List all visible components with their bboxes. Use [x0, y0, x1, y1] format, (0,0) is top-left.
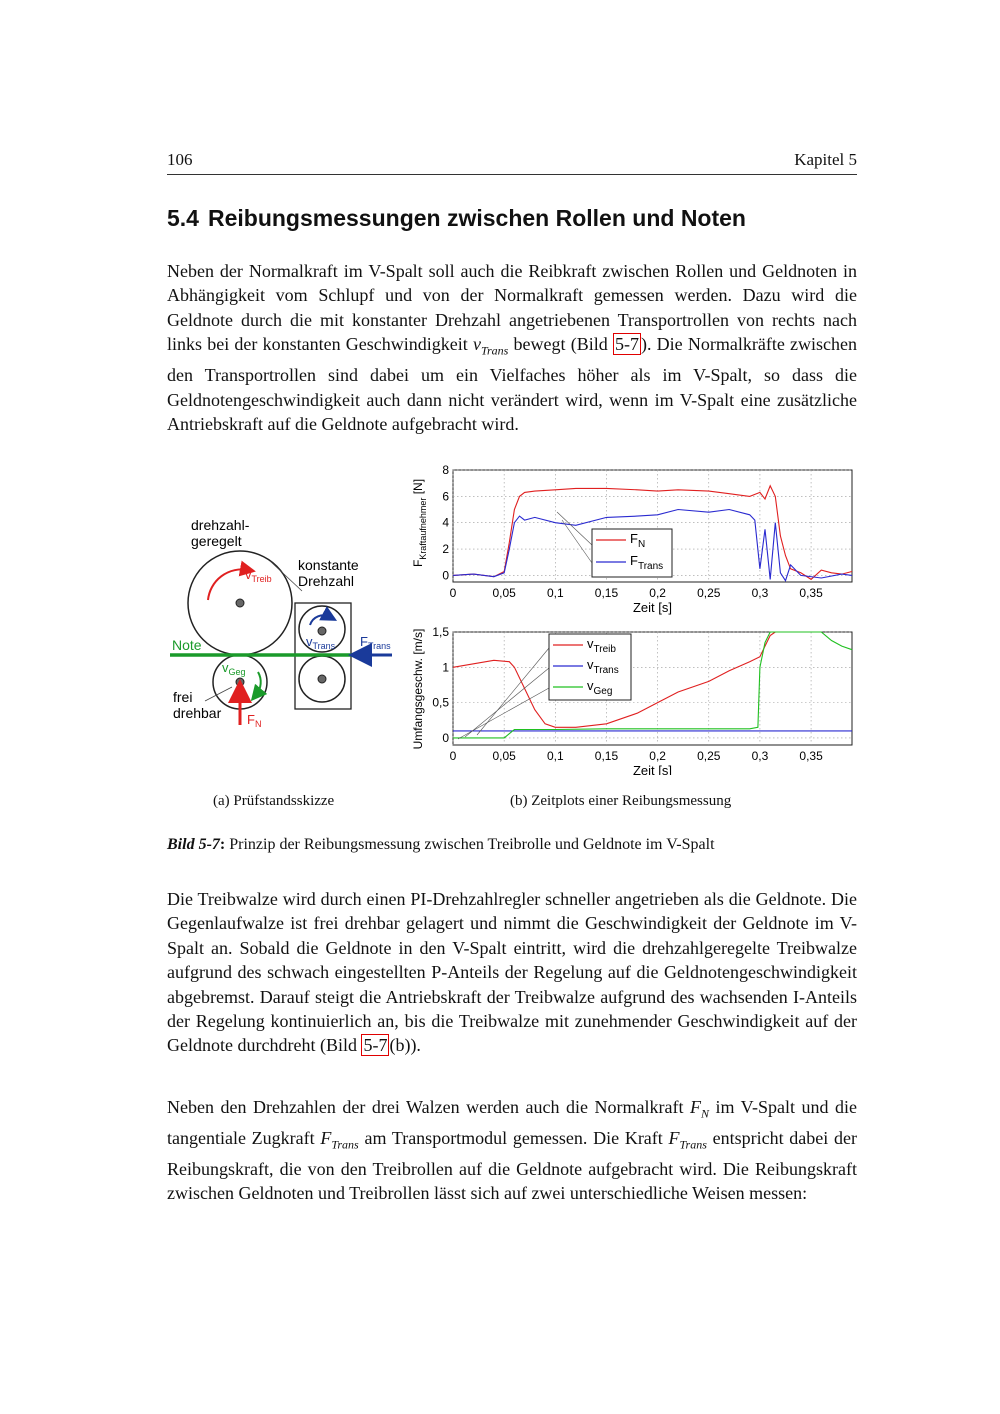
x-tick-label: 0,35: [799, 749, 823, 763]
legend-entry: $v_{Trans}$: [587, 657, 619, 676]
math-f-trans-sub: Trans: [331, 1137, 359, 1152]
label-geregelt: geregelt: [191, 533, 242, 549]
rotation-arrow-treib: [208, 569, 248, 600]
caption-colon: :: [219, 836, 226, 853]
caption-text: Prinzip der Reibungsmessung zwischen Treibrolle und Geldnote im V-Spalt: [225, 836, 715, 853]
y-tick-label: 0: [442, 568, 449, 583]
math-f-trans: [320, 1128, 359, 1152]
math-f-trans-2-sub: Trans: [679, 1137, 707, 1152]
x-tick-label: 0,1: [546, 749, 564, 763]
label-note: Note: [172, 637, 202, 653]
para3-text-d: entspricht dabei der Reibungskraft, die von den Treibrollen auf die Geldnote aufgebracht wird. Die Reibungskraft zwischen Geldnoten und Treibrollen lässt sich auf zwei unterschiedliche Weisen messen:: [167, 1128, 857, 1204]
label-konstante: konstante: [298, 557, 359, 573]
x-tick-label: 0,05: [492, 749, 516, 763]
y-tick-label: 1,5: [432, 625, 449, 639]
legend-entry: $v_{Geg}$: [587, 678, 613, 697]
paragraph-2: [167, 887, 857, 1058]
para1-text-b: bewegt (Bild: [508, 334, 613, 355]
figure-reference-link-2[interactable]: 5-7: [363, 1035, 388, 1056]
figure-caption: [167, 836, 715, 854]
subcaption-a: (a) Prüfstandsskizze: [213, 793, 335, 809]
label-drehzahl-2: Drehzahl: [298, 573, 355, 589]
legend-entry: $F_{Trans}$: [630, 553, 664, 572]
x-tick-label: 0,25: [697, 586, 721, 600]
para2-text-a: Die Treibwalze wird durch einen PI-Drehzahlregler schneller angetrieben als die Geldnote. Die Gegenlaufwalze ist frei drehbar gelagert und nimmt die Geschwindigkeit der Geldnote im V-Spalt an. Sobald die Geldnote in den V-Spalt eintritt, wird die drehzahlgeregelte Treibwalze aufgrund des schwach eingestellten P-Anteils der Regelung auf die Geldnotengeschwindigkeit abgebremst. Darauf steigt die Antriebskraft der Treibwalze aufgrund des wachsenden I-Anteils der Regelung kontinuierlich an, bis die Treibwalze mit zunehmender Geschwindigkeit auf der Geldnote durchdreht (Bild: [167, 889, 857, 1056]
figure-svg: [160, 455, 860, 775]
y-axis-label: Umfangsgeschw. [m/s]: [411, 628, 425, 750]
label-v-geg: $v_{Geg}$: [222, 660, 246, 677]
section-heading: [167, 205, 857, 232]
x-tick-label: 0,3: [751, 749, 769, 763]
label-v-trans: $v_{Trans}$: [306, 634, 336, 651]
math-f-n-var: F: [689, 1097, 701, 1117]
y-tick-label: 2: [442, 542, 449, 557]
x-tick-label: 0,15: [594, 586, 619, 600]
legend-entry: $F_N$: [630, 531, 646, 550]
para1-text-c: ). Die Normalkräfte zwischen den Transportrollen sind dabei um ein Vielfaches höher als im V-Spalt, so dass die Geldnotengeschwindigkeit auch dann nicht verändert wird, wenn im V-Spalt eine zusätzliche Antriebskraft auf die Geldnote aufgebracht wird.: [167, 334, 857, 435]
paragraph-1: [167, 259, 857, 436]
math-f-trans-var: F: [320, 1128, 332, 1148]
figure-5-7: [160, 455, 860, 775]
x-tick-label: 0,2: [649, 586, 666, 600]
section-number: 5.4: [167, 205, 199, 231]
chapter-label: Kapitel 5: [794, 150, 857, 169]
math-sub: Trans: [480, 343, 509, 358]
figure-reference-link[interactable]: 5-7: [614, 334, 639, 355]
x-tick-label: 0,25: [697, 749, 721, 763]
transport-roller-bottom-axle: [318, 675, 326, 683]
x-tick-label: 0,05: [492, 586, 516, 600]
math-var: v: [472, 334, 481, 355]
rotation-arrow-trans: [310, 615, 330, 625]
math-f-trans-2-var: F: [668, 1128, 680, 1148]
page-header: [167, 150, 857, 175]
para3-text-a: Neben den Drehzahlen der drei Walzen werden auch die Normalkraft: [167, 1097, 690, 1117]
y-tick-label: 0: [442, 730, 449, 745]
caption-label: Bild 5-7: [167, 836, 220, 853]
x-axis-label: Zeit [s]: [632, 600, 673, 615]
driven-roller-axle: [236, 599, 244, 607]
x-tick-label: 0,1: [546, 586, 564, 600]
y-tick-label: 8: [442, 463, 449, 477]
label-frei: frei: [173, 689, 193, 705]
y-tick-label: 6: [442, 489, 449, 504]
test-rig-sketch: [170, 517, 392, 729]
para2-text-b: (b)).: [389, 1035, 421, 1056]
math-f-trans-2: [668, 1128, 707, 1152]
page-number: 106: [167, 150, 193, 169]
counter-roller-axle: [236, 678, 244, 686]
para3-text-c: am Transportmodul gemessen. Die Kraft: [358, 1128, 669, 1148]
paragraph-3: [167, 1095, 857, 1206]
label-v-treib: $v_{Treib}$: [245, 567, 272, 584]
x-tick-label: 0,2: [649, 749, 666, 763]
transport-roller-top-axle: [318, 627, 326, 635]
y-tick-label: 0,5: [432, 695, 449, 710]
label-drehbar: drehbar: [173, 705, 222, 721]
x-axis-label: Zeit [s]: [632, 763, 673, 775]
x-tick-label: 0: [449, 586, 457, 600]
label-drehzahl: drehzahl-: [191, 517, 250, 533]
label-f-trans: $F_{Trans}$: [360, 634, 391, 651]
label-f-n: $F_N$: [247, 712, 262, 729]
legend-entry: $v_{Treib}$: [587, 636, 616, 655]
y-tick-label: 4: [442, 515, 449, 530]
force-plot: [411, 463, 852, 615]
para3-text-b: im V-Spalt und die tangentiale Zugkraft: [167, 1097, 858, 1148]
rotation-arrow-geg: [256, 672, 261, 695]
subcaption-b: (b) Zeitplots einer Reibungsmessung: [510, 793, 732, 809]
speed-plot: [411, 625, 852, 775]
math-f-n-sub: N: [700, 1106, 709, 1121]
math-f-n: [689, 1097, 709, 1121]
x-tick-label: 0,15: [594, 749, 619, 763]
para1-text-a: Neben der Normalkraft im V-Spalt soll auch die Reibkraft zwischen Rollen und Geldnoten in Abhängigkeit vom Schlupf und von der Normalkraft gemessen werden. Dazu wird die Geldnote durch die mit konstanter Drehzahl angetriebenen Transportrollen von rechts nach links bei der konstanten Geschwindigkeit: [167, 261, 857, 355]
y-tick-label: 1: [442, 660, 449, 675]
x-tick-label: 0: [449, 749, 457, 763]
section-title: Reibungsmessungen zwischen Rollen und Noten: [207, 205, 746, 231]
plot-frame: [453, 632, 852, 745]
x-tick-label: 0,3: [751, 586, 769, 600]
x-tick-label: 0,35: [799, 586, 823, 600]
math-v-trans: [472, 334, 509, 358]
y-axis-label: $F_{Kraftaufnehmer}$ [N]: [411, 478, 428, 568]
